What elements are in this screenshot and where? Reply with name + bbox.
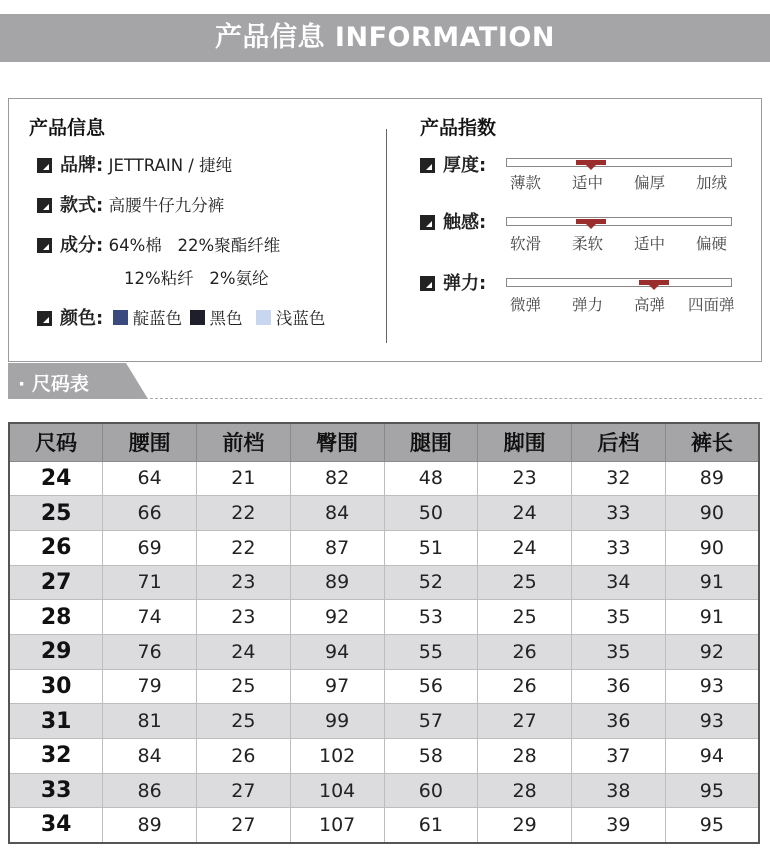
color-row: [37, 304, 327, 330]
table-row: [9, 808, 759, 843]
product-info-title: 产品信息: [29, 117, 106, 139]
measure-cell: 107: [290, 808, 384, 843]
table-row: [9, 600, 759, 635]
measure-cell: 34: [572, 565, 666, 600]
size-cell: 30: [9, 669, 103, 704]
measure-cell: 79: [103, 669, 197, 704]
size-chart-label: · 尺码表: [18, 373, 89, 395]
table-row: [9, 773, 759, 808]
color-swatch: [256, 310, 271, 325]
measure-cell: 26: [478, 669, 572, 704]
bullet-icon: [37, 238, 52, 253]
elasticity-marker: [639, 280, 669, 285]
table-row: [9, 530, 759, 565]
size-cell: 28: [9, 600, 103, 635]
option-label: 偏厚: [634, 174, 666, 192]
composition-line-2: 12%粘纤 2%氨纶: [124, 269, 269, 288]
touch-marker: [576, 219, 606, 224]
color-light-blue: 浅蓝色: [250, 309, 326, 329]
measure-cell: 94: [290, 634, 384, 669]
option-label: 软滑: [510, 235, 542, 253]
elasticity-scale: [506, 278, 732, 287]
elasticity-label: 弹力:: [443, 273, 487, 294]
dashed-divider: [140, 398, 762, 399]
color-black: 黑色: [190, 309, 243, 329]
measure-cell: 89: [665, 461, 759, 496]
measure-cell: 29: [478, 808, 572, 843]
table-row: [9, 461, 759, 496]
measure-cell: 74: [103, 600, 197, 635]
style-label: 款式:: [60, 195, 104, 216]
column-header: 腿围: [384, 423, 478, 461]
composition-line-1: 64%棉 22%聚酯纤维: [108, 236, 281, 255]
measure-cell: 93: [665, 704, 759, 739]
measure-cell: 87: [290, 530, 384, 565]
measure-cell: 69: [103, 530, 197, 565]
option-label: 四面弹: [688, 296, 735, 314]
product-index-title: 产品指数: [420, 117, 497, 139]
measure-cell: 27: [478, 704, 572, 739]
thickness-scale: [506, 158, 732, 167]
measure-cell: 66: [103, 496, 197, 531]
option-label: 加绒: [696, 174, 728, 192]
bullet-icon: [37, 198, 52, 213]
measure-cell: 25: [478, 565, 572, 600]
touch-label: 触感:: [443, 212, 487, 233]
measure-cell: 32: [572, 461, 666, 496]
measure-cell: 56: [384, 669, 478, 704]
measure-cell: 23: [197, 565, 291, 600]
option-label: 适中: [634, 235, 666, 253]
measure-cell: 84: [103, 739, 197, 774]
column-header: 尺码: [9, 423, 103, 461]
measure-cell: 86: [103, 773, 197, 808]
measure-cell: 26: [197, 739, 291, 774]
column-header: 脚围: [478, 423, 572, 461]
size-table: [8, 422, 760, 844]
size-cell: 31: [9, 704, 103, 739]
elasticity-row: [420, 269, 486, 295]
column-header: 臀围: [290, 423, 384, 461]
measure-cell: 58: [384, 739, 478, 774]
thickness-row: [420, 151, 486, 177]
measure-cell: 95: [665, 773, 759, 808]
measure-cell: 28: [478, 739, 572, 774]
measure-cell: 35: [572, 634, 666, 669]
thickness-label: 厚度:: [443, 155, 487, 176]
measure-cell: 25: [478, 600, 572, 635]
table-row: [9, 704, 759, 739]
brand-label: 品牌:: [60, 155, 104, 176]
measure-cell: 21: [197, 461, 291, 496]
measure-cell: 38: [572, 773, 666, 808]
measure-cell: 89: [290, 565, 384, 600]
size-table-header: [9, 423, 759, 461]
measure-cell: 35: [572, 600, 666, 635]
size-chart-tab: [8, 363, 148, 399]
measure-cell: 22: [197, 530, 291, 565]
measure-cell: 60: [384, 773, 478, 808]
table-row: [9, 496, 759, 531]
touch-row: [420, 208, 486, 234]
size-cell: 32: [9, 739, 103, 774]
measure-cell: 24: [478, 530, 572, 565]
bullet-icon: [420, 158, 435, 173]
measure-cell: 90: [665, 496, 759, 531]
measure-cell: 33: [572, 530, 666, 565]
color-indigo: 靛蓝色: [109, 309, 183, 329]
measure-cell: 76: [103, 634, 197, 669]
measure-cell: 53: [384, 600, 478, 635]
measure-cell: 99: [290, 704, 384, 739]
size-cell: 25: [9, 496, 103, 531]
measure-cell: 91: [665, 565, 759, 600]
touch-scale: [506, 217, 732, 226]
measure-cell: 51: [384, 530, 478, 565]
measure-cell: 39: [572, 808, 666, 843]
measure-cell: 89: [103, 808, 197, 843]
size-cell: 26: [9, 530, 103, 565]
product-info-panel: [8, 98, 762, 362]
measure-cell: 55: [384, 634, 478, 669]
size-cell: 27: [9, 565, 103, 600]
measure-cell: 104: [290, 773, 384, 808]
measure-cell: 97: [290, 669, 384, 704]
measure-cell: 27: [197, 773, 291, 808]
measure-cell: 25: [197, 669, 291, 704]
thickness-marker: [576, 160, 606, 165]
column-header: 腰围: [103, 423, 197, 461]
measure-cell: 33: [572, 496, 666, 531]
color-swatch: [113, 310, 128, 325]
brand-value: JETTRAIN / 捷纯: [108, 156, 233, 175]
measure-cell: 24: [478, 496, 572, 531]
option-label: 弹力: [572, 296, 604, 314]
composition-label: 成分:: [60, 235, 104, 256]
measure-cell: 91: [665, 600, 759, 635]
measure-cell: 84: [290, 496, 384, 531]
measure-cell: 57: [384, 704, 478, 739]
brand-row: [37, 151, 232, 177]
option-label: 柔软: [572, 235, 604, 253]
measure-cell: 50: [384, 496, 478, 531]
table-row: [9, 739, 759, 774]
measure-cell: 81: [103, 704, 197, 739]
column-header: 裤长: [665, 423, 759, 461]
measure-cell: 27: [197, 808, 291, 843]
measure-cell: 93: [665, 669, 759, 704]
bullet-icon: [420, 215, 435, 230]
measure-cell: 36: [572, 704, 666, 739]
measure-cell: 48: [384, 461, 478, 496]
measure-cell: 26: [478, 634, 572, 669]
option-label: 微弹: [510, 296, 542, 314]
measure-cell: 82: [290, 461, 384, 496]
measure-cell: 23: [478, 461, 572, 496]
measure-cell: 24: [197, 634, 291, 669]
table-row: [9, 669, 759, 704]
size-cell: 33: [9, 773, 103, 808]
option-label: 薄款: [510, 174, 542, 192]
size-cell: 29: [9, 634, 103, 669]
bullet-icon: [37, 158, 52, 173]
measure-cell: 64: [103, 461, 197, 496]
info-banner: 产品信息 INFORMATION: [0, 14, 770, 62]
measure-cell: 25: [197, 704, 291, 739]
style-row: [37, 191, 224, 217]
option-label: 高弹: [634, 296, 666, 314]
measure-cell: 90: [665, 530, 759, 565]
measure-cell: 92: [665, 634, 759, 669]
measure-cell: 61: [384, 808, 478, 843]
measure-cell: 37: [572, 739, 666, 774]
measure-cell: 94: [665, 739, 759, 774]
panel-divider: [386, 129, 387, 343]
size-cell: 24: [9, 461, 103, 496]
measure-cell: 52: [384, 565, 478, 600]
option-label: 偏硬: [696, 235, 728, 253]
composition-row: [37, 231, 280, 257]
color-swatch: [190, 310, 205, 325]
option-label: 适中: [572, 174, 604, 192]
style-value: 高腰牛仔九分裤: [108, 196, 225, 215]
measure-cell: 102: [290, 739, 384, 774]
table-row: [9, 634, 759, 669]
measure-cell: 71: [103, 565, 197, 600]
bullet-icon: [37, 311, 52, 326]
color-label: 颜色:: [60, 308, 104, 329]
composition-row-2: [124, 265, 269, 289]
measure-cell: 92: [290, 600, 384, 635]
column-header: 后档: [572, 423, 666, 461]
measure-cell: 36: [572, 669, 666, 704]
bullet-icon: [420, 276, 435, 291]
column-header: 前档: [197, 423, 291, 461]
measure-cell: 22: [197, 496, 291, 531]
size-cell: 34: [9, 808, 103, 843]
table-row: [9, 565, 759, 600]
measure-cell: 95: [665, 808, 759, 843]
measure-cell: 23: [197, 600, 291, 635]
measure-cell: 28: [478, 773, 572, 808]
